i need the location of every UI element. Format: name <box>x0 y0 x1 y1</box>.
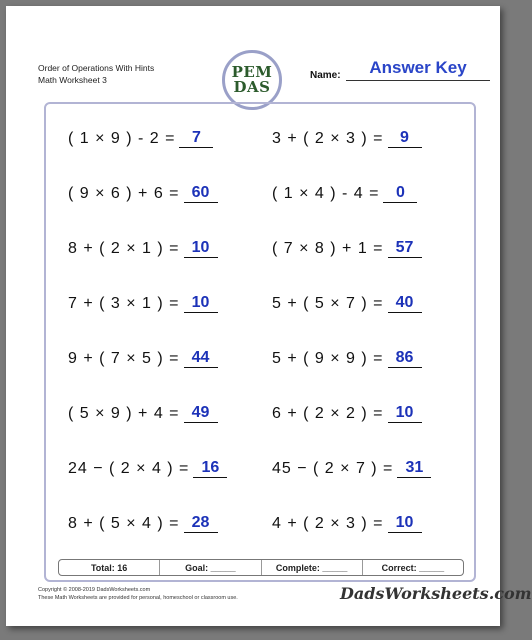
problem-answer: 44 <box>184 349 218 368</box>
title-line-2: Math Worksheet 3 <box>38 75 107 85</box>
problem-answer: 0 <box>383 184 417 203</box>
problem-item <box>68 452 227 478</box>
problem-expression: 5 + ( 9 × 9 ) = <box>272 350 384 367</box>
problem-item <box>272 507 422 533</box>
problem-expression: 8 + ( 5 × 4 ) = <box>68 515 180 532</box>
problem-item <box>272 342 422 368</box>
problem-answer: 7 <box>179 129 213 148</box>
problem-answer: 28 <box>184 514 218 533</box>
problem-item <box>272 397 422 423</box>
score-box <box>58 559 464 576</box>
brand-logo: DadsWorksheets.com <box>340 584 532 603</box>
complete-cell: Complete: _____ <box>262 560 363 575</box>
problem-expression: ( 7 × 8 ) + 1 = <box>272 240 384 257</box>
pemdas-logo <box>222 50 282 110</box>
problem-item <box>272 122 422 148</box>
copyright-line-1: Copyright © 2008-2019 DadsWorksheets.com <box>38 587 151 593</box>
problem-answer: 60 <box>184 184 218 203</box>
problem-item <box>68 397 218 423</box>
answer-key-heading: Answer Key <box>369 58 467 77</box>
title-line-1: Order of Operations With Hints <box>38 63 155 73</box>
problem-expression: ( 1 × 4 ) - 4 = <box>272 185 380 202</box>
problem-expression: ( 5 × 9 ) + 4 = <box>68 405 180 422</box>
problem-answer: 31 <box>397 459 431 478</box>
problem-answer: 40 <box>388 294 422 313</box>
problem-answer: 10 <box>388 514 422 533</box>
problem-answer: 86 <box>388 349 422 368</box>
worksheet-title <box>38 62 154 86</box>
problem-answer: 10 <box>184 239 218 258</box>
copyright <box>38 586 238 602</box>
copyright-line-2: These Math Worksheets are provided for personal, homeschool or classroom use. <box>38 595 238 601</box>
total-cell: Total: 16 <box>59 560 160 575</box>
problem-expression: 8 + ( 2 × 1 ) = <box>68 240 180 257</box>
problem-item <box>68 342 218 368</box>
problem-expression: 45 − ( 2 × 7 ) = <box>272 460 394 477</box>
problem-item <box>68 287 218 313</box>
problem-expression: 5 + ( 5 × 7 ) = <box>272 295 384 312</box>
problem-answer: 10 <box>388 404 422 423</box>
worksheet-page <box>6 6 532 626</box>
problem-item <box>272 287 422 313</box>
problem-expression: 7 + ( 3 × 1 ) = <box>68 295 180 312</box>
problem-item <box>68 177 218 203</box>
name-label: Name: <box>310 70 341 81</box>
logo-top-text: PEM <box>231 63 273 81</box>
problem-item <box>272 177 417 203</box>
problem-expression: ( 9 × 6 ) + 6 = <box>68 185 180 202</box>
problem-answer: 10 <box>184 294 218 313</box>
problem-item <box>68 122 213 148</box>
problem-answer: 57 <box>388 239 422 258</box>
problem-expression: ( 1 × 9 ) - 2 = <box>68 130 176 147</box>
problem-expression: 4 + ( 2 × 3 ) = <box>272 515 384 532</box>
problem-expression: 9 + ( 7 × 5 ) = <box>68 350 180 367</box>
problem-expression: 24 − ( 2 × 4 ) = <box>68 460 190 477</box>
problem-expression: 3 + ( 2 × 3 ) = <box>272 130 384 147</box>
problem-item <box>68 232 218 258</box>
problem-item <box>272 452 431 478</box>
logo-bottom-text: DAS <box>233 78 271 96</box>
goal-cell: Goal: _____ <box>160 560 261 575</box>
problem-expression: 6 + ( 2 × 2 ) = <box>272 405 384 422</box>
problem-answer: 16 <box>193 459 227 478</box>
problem-answer: 9 <box>388 129 422 148</box>
problem-item <box>68 507 218 533</box>
problem-item <box>272 232 422 258</box>
correct-cell: Correct: _____ <box>381 562 445 573</box>
problem-answer: 49 <box>184 404 218 423</box>
name-line <box>346 80 490 81</box>
